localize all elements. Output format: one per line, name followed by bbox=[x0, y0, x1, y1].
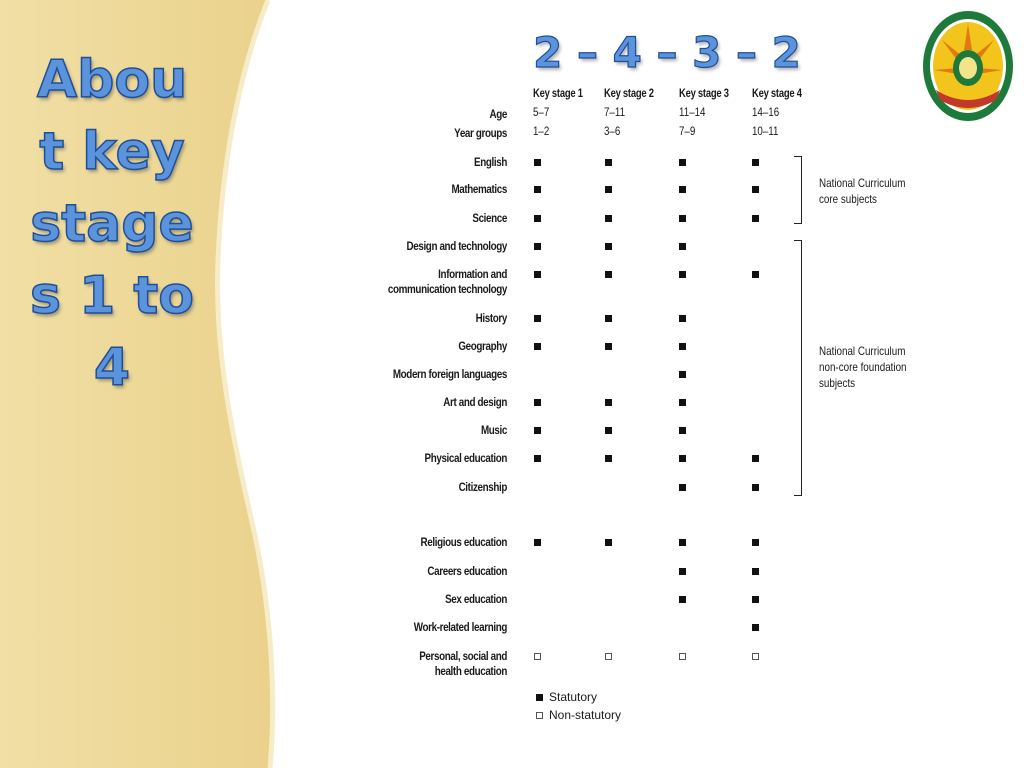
statutory-marker bbox=[534, 271, 541, 278]
statutory-marker bbox=[679, 215, 686, 222]
statutory-marker bbox=[679, 243, 686, 250]
stage-years: 3–6 bbox=[604, 126, 621, 138]
statutory-marker bbox=[679, 539, 686, 546]
foundation-subjects-note bbox=[819, 343, 907, 391]
statutory-marker bbox=[679, 343, 686, 350]
statutory-marker bbox=[534, 455, 541, 462]
non-statutory-marker bbox=[605, 653, 612, 660]
statutory-marker bbox=[605, 271, 612, 278]
subject-label: Information and bbox=[438, 267, 507, 281]
subject-label: Careers education bbox=[427, 564, 507, 578]
foundation-subjects-bracket bbox=[794, 240, 802, 496]
statutory-marker bbox=[534, 159, 541, 166]
note-line: subjects bbox=[819, 376, 856, 390]
stage-age: 11–14 bbox=[679, 107, 706, 119]
non-statutory-legend-marker bbox=[536, 712, 543, 719]
subject-label: Citizenship bbox=[458, 480, 507, 494]
legend-label: Non-statutory bbox=[549, 708, 622, 722]
statutory-marker bbox=[605, 539, 612, 546]
stage-age: 7–11 bbox=[604, 107, 626, 119]
statutory-marker bbox=[605, 159, 612, 166]
statutory-marker bbox=[752, 186, 759, 193]
subject-label: Geography bbox=[458, 339, 507, 353]
subject-label: health education bbox=[434, 664, 507, 678]
stage-header: Key stage 2 bbox=[604, 88, 654, 100]
statutory-marker bbox=[679, 455, 686, 462]
legend-non-statutory bbox=[536, 708, 621, 722]
slide-title-line: t key bbox=[39, 122, 185, 182]
non-statutory-marker bbox=[534, 653, 541, 660]
subject-label: History bbox=[475, 311, 507, 325]
stage-header: Key stage 4 bbox=[752, 88, 802, 100]
note-line: non-core foundation bbox=[819, 360, 907, 374]
subject-label: Design and technology bbox=[406, 239, 507, 253]
legend-statutory bbox=[536, 690, 597, 704]
core-subjects-bracket bbox=[794, 156, 802, 224]
stage-years: 1–2 bbox=[533, 126, 550, 138]
statutory-marker bbox=[534, 539, 541, 546]
statutory-marker bbox=[534, 399, 541, 406]
statutory-marker bbox=[534, 315, 541, 322]
statutory-marker bbox=[534, 343, 541, 350]
statutory-marker bbox=[534, 186, 541, 193]
statutory-marker bbox=[752, 624, 759, 631]
subject-label: Music bbox=[480, 423, 507, 437]
statutory-marker bbox=[679, 399, 686, 406]
statutory-marker bbox=[605, 215, 612, 222]
statutory-marker bbox=[605, 343, 612, 350]
slide-title-line: stage bbox=[30, 194, 194, 254]
row-label-year-groups: Year groups bbox=[454, 126, 507, 140]
statutory-marker bbox=[679, 315, 686, 322]
note-line: core subjects bbox=[819, 192, 877, 206]
statutory-marker bbox=[605, 186, 612, 193]
row-label-age: Age bbox=[489, 107, 507, 121]
subject-label: Science bbox=[472, 211, 507, 225]
statutory-marker bbox=[605, 455, 612, 462]
statutory-marker bbox=[752, 215, 759, 222]
stage-age: 14–16 bbox=[752, 107, 780, 119]
stage-years: 7–9 bbox=[679, 126, 696, 138]
statutory-marker bbox=[534, 427, 541, 434]
statutory-marker bbox=[752, 484, 759, 491]
key-stage-pattern: 2 – 4 – 3 – 2 bbox=[533, 28, 801, 77]
statutory-marker bbox=[679, 596, 686, 603]
note-line: National Curriculum bbox=[819, 344, 906, 358]
note-line: National Curriculum bbox=[819, 176, 906, 190]
subject-label: Modern foreign languages bbox=[392, 367, 507, 381]
statutory-marker bbox=[679, 186, 686, 193]
subject-label: Physical education bbox=[424, 451, 507, 465]
statutory-marker bbox=[679, 371, 686, 378]
statutory-marker bbox=[679, 159, 686, 166]
subject-label: Sex education bbox=[445, 592, 507, 606]
subject-label: Religious education bbox=[420, 535, 507, 549]
subject-label: English bbox=[474, 155, 507, 169]
slide-title-line: 4 bbox=[93, 338, 131, 398]
subject-label: Art and design bbox=[443, 395, 507, 409]
stage-header: Key stage 1 bbox=[533, 88, 583, 100]
non-statutory-marker bbox=[679, 653, 686, 660]
statutory-marker bbox=[679, 568, 686, 575]
stage-header: Key stage 3 bbox=[679, 88, 729, 100]
stage-years: 10–11 bbox=[752, 126, 779, 138]
statutory-marker bbox=[752, 159, 759, 166]
statutory-marker bbox=[752, 596, 759, 603]
statutory-marker bbox=[679, 271, 686, 278]
subject-label: Work-related learning bbox=[413, 620, 507, 634]
subject-label: Personal, social and bbox=[419, 649, 507, 663]
statutory-marker bbox=[752, 568, 759, 575]
slide-title-line: s 1 to bbox=[30, 266, 194, 326]
statutory-marker bbox=[605, 399, 612, 406]
legend-label: Statutory bbox=[549, 690, 598, 704]
statutory-legend-marker bbox=[536, 694, 543, 701]
statutory-marker bbox=[534, 243, 541, 250]
statutory-marker bbox=[605, 427, 612, 434]
subject-label: communication technology bbox=[387, 282, 507, 296]
statutory-marker bbox=[679, 427, 686, 434]
statutory-marker bbox=[752, 271, 759, 278]
stage-age: 5–7 bbox=[533, 107, 550, 119]
subject-label: Mathematics bbox=[451, 182, 507, 196]
statutory-marker bbox=[605, 315, 612, 322]
statutory-marker bbox=[679, 484, 686, 491]
statutory-marker bbox=[752, 539, 759, 546]
statutory-marker bbox=[534, 215, 541, 222]
slide-title-line: Abou bbox=[36, 50, 188, 110]
statutory-marker bbox=[752, 455, 759, 462]
core-subjects-note bbox=[819, 175, 905, 207]
statutory-marker bbox=[605, 243, 612, 250]
non-statutory-marker bbox=[752, 653, 759, 660]
